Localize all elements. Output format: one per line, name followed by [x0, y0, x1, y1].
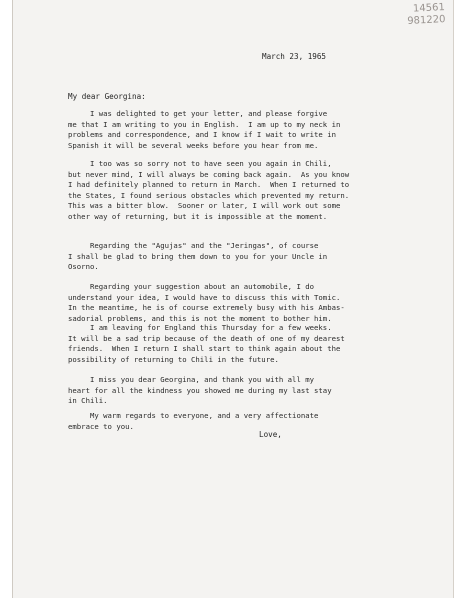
letter-paragraph	[68, 241, 413, 273]
paragraph-line: sadorial problems, and this is not the moment to bother him.	[68, 313, 332, 323]
paragraph-line: Regarding the "Agujas" and the "Jeringas", of course	[68, 241, 319, 250]
paragraph-line: possibility of returning to Chili in the future.	[68, 354, 279, 364]
paragraph-line: the States, I found serious obstacles which prevented my return.	[68, 190, 350, 200]
letter-paragraph	[68, 282, 413, 324]
paragraph-line: heart for all the kindness you showed me during my last stay	[68, 385, 332, 395]
paragraph-line: My warm regards to everyone, and a very affectionate	[68, 411, 319, 420]
paragraph-line: I was delighted to get your letter, and please forgive	[68, 109, 328, 118]
paragraph-line: Spanish it will be several weeks before you hear from me.	[68, 140, 319, 150]
paragraph-line: in Chili.	[68, 396, 108, 406]
paragraph-line: embrace to you.	[68, 421, 134, 431]
paragraph-line: I too was so sorry not to have seen you again in Chili,	[68, 159, 332, 168]
archive-annotation	[406, 2, 445, 28]
paragraph-line: It will be a sad trip because of the death of one of my dearest	[68, 333, 345, 343]
paragraph-line: other way of returning, but it is impossible at the moment.	[68, 211, 328, 221]
paragraph-line: I shall be glad to bring them down to you for your Uncle in	[68, 251, 328, 261]
letter-paragraph	[68, 109, 413, 151]
paragraph-line: understand your idea, I would have to discuss this with Tomic.	[68, 292, 341, 302]
paragraph-line: I had definitely planned to return in March. When I returned to	[68, 180, 350, 190]
paragraph-line: friends. When I return I shall start to think again about the	[68, 344, 341, 354]
annotation-line-1: 14561	[412, 2, 445, 15]
paragraph-line: Osorno.	[68, 262, 99, 272]
paragraph-line: I am leaving for England this Thursday for a few weeks.	[68, 323, 332, 332]
paragraph-line: In the meantime, he is of course extremely busy with his Ambas-	[68, 303, 345, 313]
paragraph-line: problems and correspondence, and I know if I wait to write in	[68, 130, 336, 140]
letter-paragraph	[68, 411, 413, 432]
paragraph-line: me that I am writing to you in English. I am up to my neck in	[68, 119, 341, 129]
paragraph-line: This was a bitter blow. Sooner or later, I will work out some	[68, 201, 341, 211]
letter-paragraph	[68, 159, 413, 223]
letter-paragraph	[68, 323, 413, 365]
annotation-line-2: 981220	[406, 14, 446, 27]
closing: Love,	[259, 430, 282, 439]
letter-paragraph	[68, 375, 413, 407]
paragraph-line: Regarding your suggestion about an automobile, I do	[68, 282, 315, 291]
paragraph-line: I miss you dear Georgina, and thank you with all my	[68, 375, 315, 384]
paragraph-line: but never mind, I will always be coming back again. As you know	[68, 169, 350, 179]
letter-date: March 23, 1965	[262, 52, 327, 61]
salutation: My dear Georgina:	[68, 92, 146, 101]
